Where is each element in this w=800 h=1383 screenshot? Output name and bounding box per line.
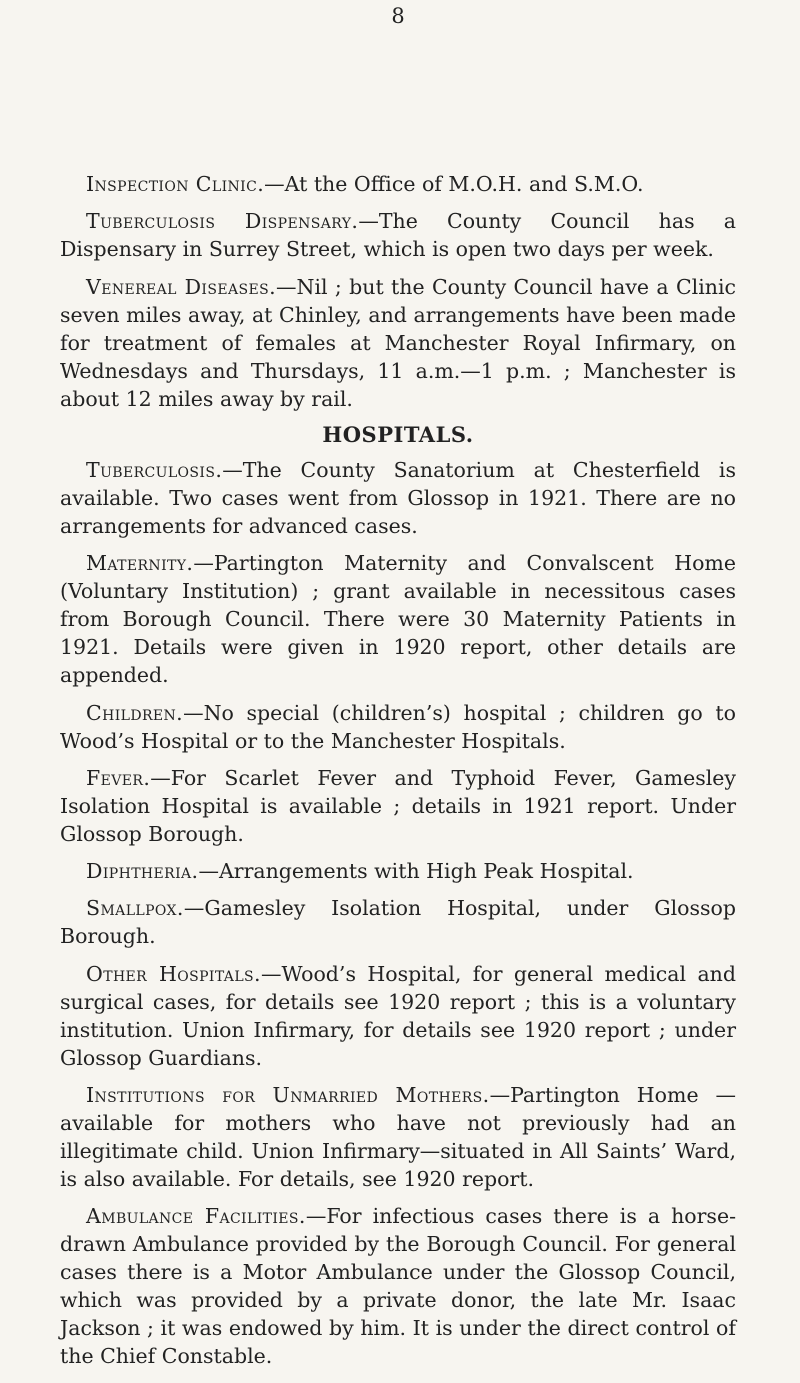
paragraph-tuberculosis <box>60 456 736 540</box>
paragraph-text: —Gamesley Isolation Hospital, under Glossop Borough. <box>60 896 736 949</box>
paragraph-text: —The County Sanatorium at Chesterfield is available. Two cases went from Glossop in 1921. There are no arrangements for advanced cases. <box>60 458 736 538</box>
paragraph-maternity <box>60 549 736 689</box>
paragraph-text: —For Scarlet Fever and Typhoid Fever, Gamesley Isolation Hospital is available ; details in 1921 report. Under Glossop Borough. <box>60 765 736 846</box>
paragraph-lead: Other Hospitals. <box>86 961 261 986</box>
page-number: 8 <box>391 4 405 28</box>
paragraph-ambulance-facilities <box>60 1202 736 1370</box>
paragraph-unmarried-mothers <box>60 1081 736 1193</box>
paragraph-text: —Partington Maternity and Convalscent Home (Voluntary Institution) ; grant available in necessitous cases from Borough Council. There were 30 Maternity Patients in 1921. Details were given in 1920 report, other details are appended. <box>60 551 736 688</box>
paragraph-text: —No special (children’s) hospital ; children go to Wood’s Hospital or to the Manchester Hospitals. <box>60 700 736 753</box>
paragraph-lead: Venereal Diseases. <box>86 274 277 299</box>
paragraph-text: —Wood’s Hospital, for general medical and surgical cases, for details see 1920 report ; this is a voluntary institution. Union Infirmary, for details see 1920 report ; under Glossop Guardians. <box>60 961 737 1070</box>
paragraph-lead: Diphtheria. <box>86 859 199 883</box>
paragraph-text: —Partington Home —available for mothers who have not previously had an illegitimate child. Union Infirmary—situated in All Saints’ Ward, is also available. For details, see 1920 report. <box>60 1082 737 1191</box>
paragraph-lead: Smallpox. <box>86 896 184 921</box>
paragraph-text: —At the Office of M.O.H. and S.M.O. <box>264 172 644 196</box>
paragraph-children <box>60 699 736 755</box>
section-heading-hospitals: HOSPITALS. <box>322 421 474 447</box>
paragraph-lead: Maternity. <box>86 551 194 576</box>
paragraph-venereal-diseases <box>60 273 736 413</box>
paragraph-lead: Inspection Clinic. <box>86 172 265 196</box>
paragraph-fever <box>60 764 736 848</box>
paragraph-tuberculosis-dispensary <box>60 207 736 263</box>
paragraph-text: —Nil ; but the County Council have a Clinic seven miles away, at Chinley, and arrangements have been made for treatment of females at Manchester Royal Infirmary, on Wednesdays and Thursdays, 11 a.m.—1 p.m. ; Manchester is about 12 miles away by rail. <box>60 274 737 411</box>
paragraph-lead: Tuberculosis Dispensary. <box>86 209 359 234</box>
paragraph-diphtheria <box>60 857 736 885</box>
paragraph-lead: Tuberculosis. <box>86 458 223 482</box>
paragraph-lead: Children. <box>86 700 184 725</box>
paragraph-lead: Fever. <box>86 765 151 790</box>
paragraph-inspection-clinic <box>60 170 736 198</box>
paragraph-text: —The County Council has a Dispensary in Surrey Street, which is open two days per week. <box>60 209 736 262</box>
paragraph-text: —Arrangements with High Peak Hospital. <box>198 859 634 883</box>
paragraph-other-hospitals <box>60 960 736 1072</box>
paragraph-lead: Institutions for Unmarried Mothers. <box>86 1082 490 1107</box>
paragraph-smallpox <box>60 894 736 950</box>
paragraph-lead: Ambulance Facilities. <box>86 1204 306 1228</box>
paragraph-text: —For infectious cases there is a horse-drawn Ambulance provided by the Borough Council. For general cases there is a Motor Ambulance under the Glossop Council, which was provided by a private donor, the late Mr. Isaac Jackson ; it was endowed by him. It is under the direct control of the Chief Constable. <box>60 1204 736 1368</box>
